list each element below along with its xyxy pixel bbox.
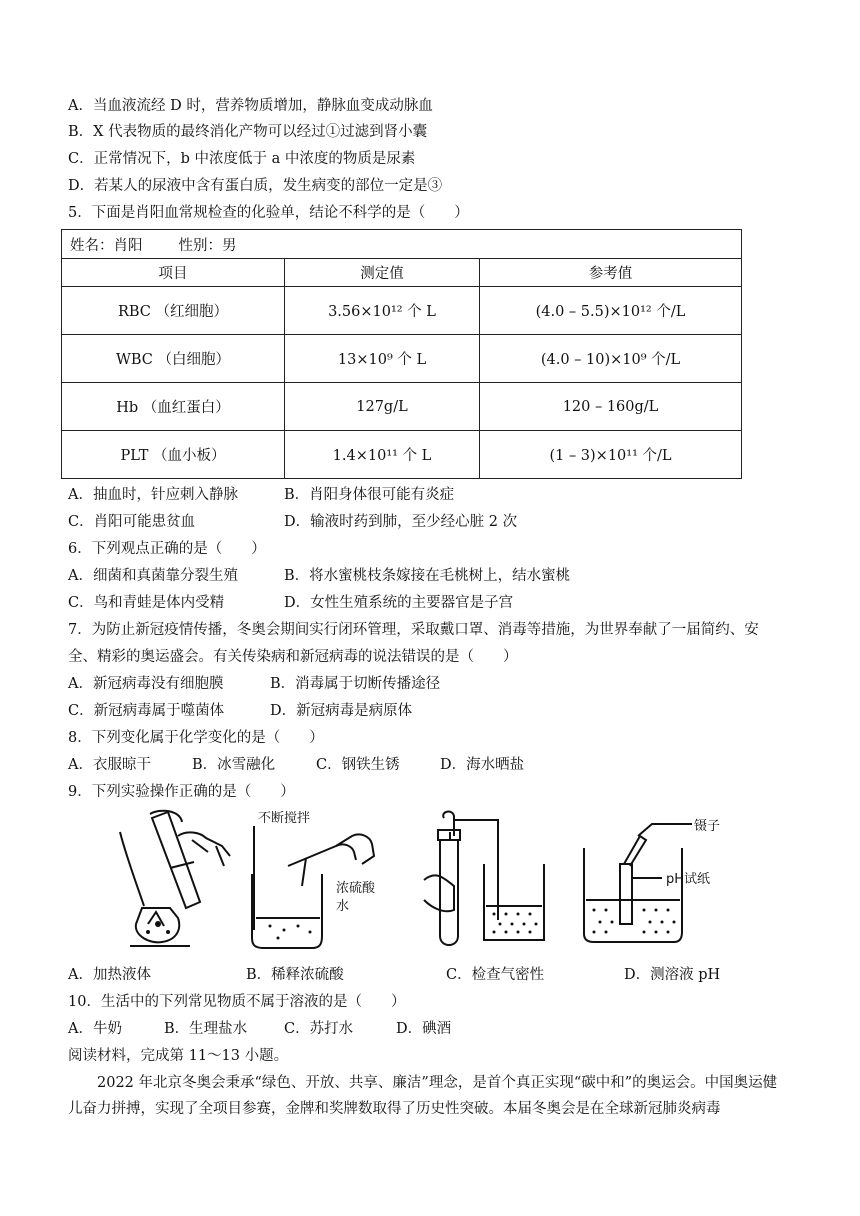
patient-sex: 性别：男 xyxy=(178,237,237,254)
q4-option-a: A．当血液流经 D 时，营养物质增加，静脉血变成动脉血 xyxy=(68,98,433,114)
q5-options-row1 xyxy=(68,484,454,506)
q5-option-b: B．肖阳身体很可能有炎症 xyxy=(284,487,455,503)
table-row xyxy=(62,287,742,335)
dilute-sulfuric-acid-illustration xyxy=(240,806,390,954)
q9-figures xyxy=(60,806,760,956)
q6-options-row1 xyxy=(68,565,570,587)
q8-stem: 8．下列变化属于化学变化的是（ ） xyxy=(68,730,324,746)
q8-option-a: A．衣服晾干 xyxy=(68,757,151,773)
q4-option-d: D．若某人的尿液中含有蛋白质，发生病变的部位一定是③ xyxy=(68,178,443,194)
q7-option-c: C．新冠病毒属于噬菌体 xyxy=(68,703,225,719)
table-row xyxy=(62,335,742,383)
header-reference: 参考值 xyxy=(480,259,742,287)
q9-option-b: B．稀释浓硫酸 xyxy=(246,967,344,983)
reading-intro: 阅读材料，完成第 11～13 小题。 xyxy=(68,1048,289,1064)
row-item: Hb （血红蛋白） xyxy=(62,383,285,431)
q6-option-d: D．女性生殖系统的主要器官是子宫 xyxy=(284,595,514,611)
row-measured: 3.56×10¹² 个 L xyxy=(285,287,480,335)
q5-option-a: A．抽血时，针应刺入静脉 xyxy=(68,487,238,503)
row-item: WBC （白细胞） xyxy=(62,335,285,383)
row-measured: 1.4×10¹¹ 个 L xyxy=(285,431,480,479)
q7-options-row2 xyxy=(68,700,412,722)
q10-option-c: C．苏打水 xyxy=(284,1021,354,1037)
blood-test-table xyxy=(61,229,742,479)
q7-option-d: D．新冠病毒是病原体 xyxy=(270,703,413,719)
q8-option-d: D．海水晒盐 xyxy=(440,757,525,773)
row-measured: 127g/L xyxy=(285,383,480,431)
reading-paragraph: 2022 年北京冬奥会秉承“绿色、开放、共享、廉洁”理念，是首个真正实现“碳中和”的奥运会。中国奥运健儿奋力拼搏，实现了全项目参赛，金牌和奖牌数取得了历史性突破。本届冬奥会是在全球新冠肺炎病毒 xyxy=(68,1075,778,1117)
q10-options xyxy=(68,1018,451,1040)
row-measured: 13×10⁹ 个 L xyxy=(285,335,480,383)
label-conc-acid: 浓硫酸 xyxy=(336,881,376,896)
q10-option-b: B．生理盐水 xyxy=(164,1021,248,1037)
header-item: 项目 xyxy=(62,259,285,287)
q8-options xyxy=(68,754,524,776)
row-reference: (4.0 – 10)×10⁹ 个/L xyxy=(480,335,742,383)
measure-ph-illustration xyxy=(580,806,755,954)
q6-option-a: A．细菌和真菌靠分裂生殖 xyxy=(68,568,238,584)
q6-stem: 6．下列观点正确的是（ ） xyxy=(68,541,266,557)
q8-option-c: C．钢铁生锈 xyxy=(316,757,400,773)
q7-stem-line2: 全、精彩的奥运盛会。有关传染病和新冠病毒的说法错误的是（ ） xyxy=(68,649,518,665)
row-item: PLT （血小板） xyxy=(62,431,285,479)
table-row xyxy=(62,383,742,431)
q9-stem: 9．下列实验操作正确的是（ ） xyxy=(68,784,295,800)
label-tweezers: 镊子 xyxy=(694,819,721,834)
q5-stem: 5．下面是肖阳血常规检查的化验单，结论不科学的是（ ） xyxy=(68,205,469,221)
q10-option-a: A．牛奶 xyxy=(68,1021,122,1037)
q7-options-row1 xyxy=(68,673,440,695)
q5-options-row2 xyxy=(68,511,517,533)
heating-liquid-illustration xyxy=(90,806,240,954)
q9-options xyxy=(68,964,720,986)
airtightness-check-illustration xyxy=(410,806,570,954)
q4-option-c: C．正常情况下，b 中浓度低于 a 中浓度的物质是尿素 xyxy=(68,151,416,167)
q7-option-a: A．新冠病毒没有细胞膜 xyxy=(68,676,224,692)
row-reference: 120 – 160g/L xyxy=(480,383,742,431)
row-reference: (1 – 3)×10¹¹ 个/L xyxy=(480,431,742,479)
q8-option-b: B．冰雪融化 xyxy=(192,757,276,773)
q6-options-row2 xyxy=(68,592,513,614)
q6-option-c: C．鸟和青蛙是体内受精 xyxy=(68,595,225,611)
row-item: RBC （红细胞） xyxy=(62,287,285,335)
row-reference: (4.0 – 5.5)×10¹² 个/L xyxy=(480,287,742,335)
q9-option-a: A．加热液体 xyxy=(68,967,151,983)
q10-option-d: D．碘酒 xyxy=(396,1021,452,1037)
label-ph-paper: pH试纸 xyxy=(666,872,711,887)
q5-option-d: D．输液时药到肺，至少经心脏 2 次 xyxy=(284,514,518,530)
q6-option-b: B．将水蜜桃枝条嫁接在毛桃树上，结水蜜桃 xyxy=(284,568,571,584)
patient-name: 姓名：肖阳 xyxy=(70,237,143,254)
q9-option-d: D．测溶液 pH xyxy=(624,967,721,983)
q7-option-b: B．消毒属于切断传播途径 xyxy=(270,676,441,692)
q4-option-b: B．X 代表物质的最终消化产物可以经过①过滤到肾小囊 xyxy=(68,124,428,140)
q9-option-c: C．检查气密性 xyxy=(446,967,545,983)
label-stirring: 不断搅拌 xyxy=(258,811,311,826)
header-measured: 测定值 xyxy=(285,259,480,287)
label-water: 水 xyxy=(336,899,350,914)
q10-stem: 10．生活中的下列常见物质不属于溶液的是（ ） xyxy=(68,994,406,1010)
q7-stem-line1: 7．为防止新冠疫情传播，冬奥会期间实行闭环管理，采取戴口罩、消毒等措施，为世界奉献了一届简约、安 xyxy=(68,622,759,638)
patient-info xyxy=(62,230,742,259)
table-row xyxy=(62,431,742,479)
q5-option-c: C．肖阳可能患贫血 xyxy=(68,514,196,530)
